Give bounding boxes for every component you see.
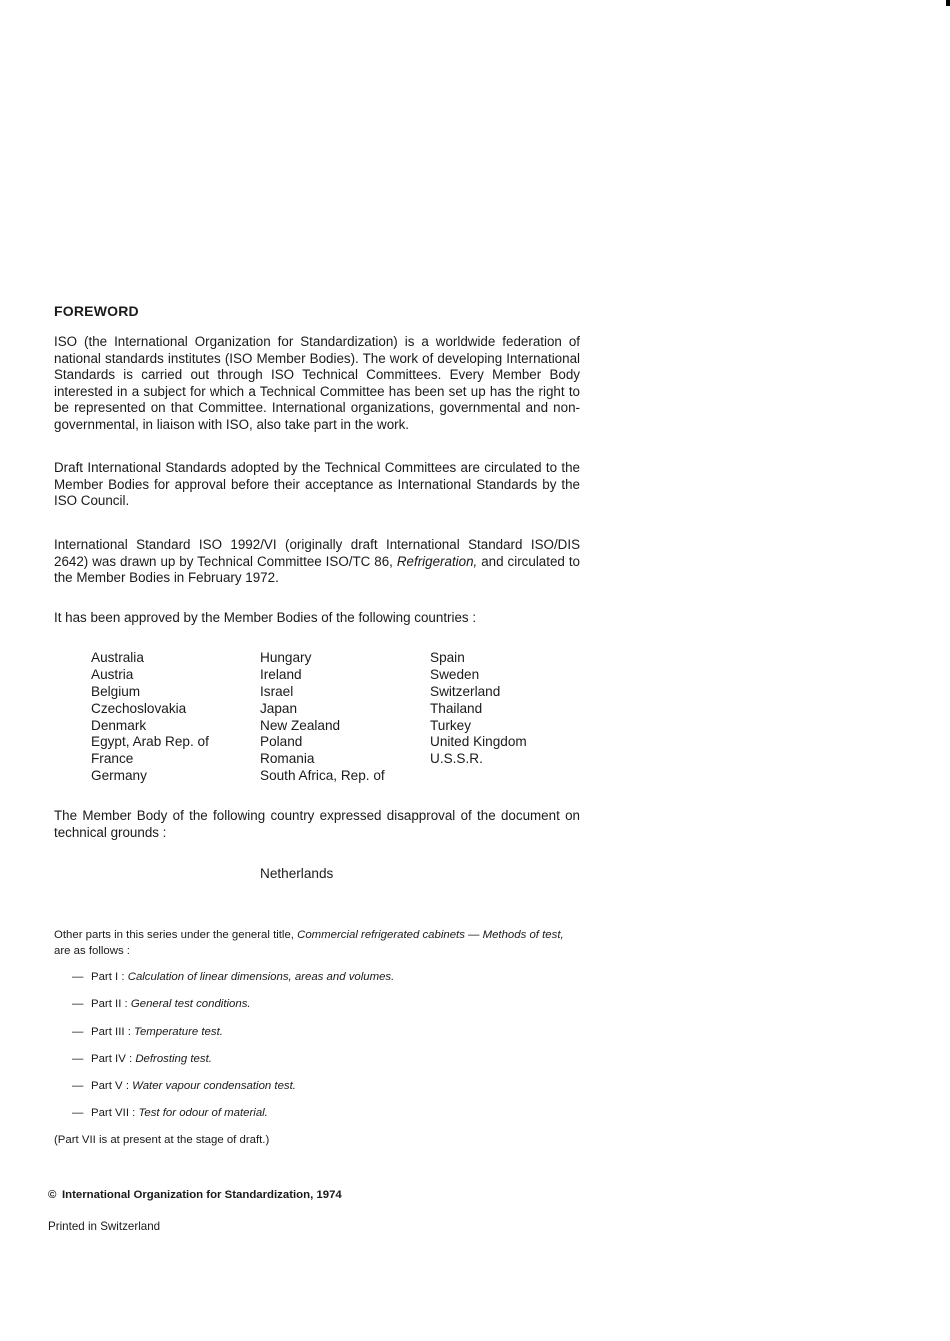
disapproving-country: Netherlands bbox=[260, 866, 334, 881]
series-general-title: Commercial refrigerated cabinets — Methods of test, bbox=[297, 929, 564, 941]
part-title: Temperature test. bbox=[134, 1025, 223, 1038]
draft-note: (Part VII is at present at the stage of draft.) bbox=[54, 1134, 270, 1146]
country-name: Czechoslovakia bbox=[91, 700, 187, 716]
series-parts-list bbox=[72, 971, 394, 1135]
copyright-text: International Organization for Standardization, 1974 bbox=[62, 1189, 342, 1201]
dash-bullet: — bbox=[72, 1107, 84, 1120]
part-title: Defrosting test. bbox=[135, 1052, 212, 1065]
list-item bbox=[72, 1026, 394, 1053]
printed-in: Printed in Switzerland bbox=[48, 1220, 161, 1233]
country-name: Turkey bbox=[430, 717, 472, 733]
dash-bullet: — bbox=[72, 971, 84, 983]
part-label: Part II : bbox=[91, 998, 131, 1011]
list-item bbox=[72, 1107, 394, 1134]
part-title: Water vapour condensation test. bbox=[132, 1080, 296, 1093]
series-intro-before: Other parts in this series under the general title, bbox=[54, 929, 298, 941]
origin-text-before: International Standard ISO 1992/VI (originally draft International Standard ISO/DIS 2642) was drawn up by Technical Committee ISO/TC 86, bbox=[54, 537, 580, 569]
country-name: Japan bbox=[260, 700, 298, 716]
origin-text-after: and circulated to the Member Bodies in February 1972. bbox=[54, 553, 580, 586]
country-name: Switzerland bbox=[430, 683, 501, 699]
part-title: Test for odour of material. bbox=[138, 1107, 268, 1120]
paragraph-standard-origin bbox=[54, 537, 580, 587]
committee-title: Refrigeration, bbox=[396, 553, 478, 569]
country-name: Austria bbox=[91, 666, 134, 682]
country-column-2 bbox=[260, 650, 385, 785]
series-intro bbox=[54, 928, 582, 959]
country-name: France bbox=[91, 751, 134, 767]
country-name: Poland bbox=[260, 734, 303, 750]
dash-bullet: — bbox=[72, 1025, 84, 1038]
part-label: Part I : bbox=[91, 971, 128, 983]
list-item bbox=[72, 998, 394, 1025]
part-label: Part IV : bbox=[91, 1052, 136, 1065]
paragraph-approval-intro: It has been approved by the Member Bodies of the following countries : bbox=[54, 610, 477, 625]
country-name: Denmark bbox=[91, 717, 147, 733]
list-item bbox=[72, 1053, 394, 1080]
country-column-3 bbox=[430, 650, 527, 768]
series-intro-after: are as follows : bbox=[54, 944, 130, 957]
country-name: South Africa, Rep. of bbox=[260, 768, 385, 784]
part-title: General test conditions. bbox=[130, 998, 251, 1011]
country-name: U.S.S.R. bbox=[430, 751, 483, 767]
country-name: Ireland bbox=[260, 666, 302, 682]
list-item bbox=[72, 971, 394, 998]
country-name: New Zealand bbox=[260, 717, 341, 733]
country-name: Germany bbox=[91, 768, 147, 784]
country-name: Sweden bbox=[430, 666, 480, 682]
country-name: Australia bbox=[91, 650, 144, 665]
dash-bullet: — bbox=[72, 1080, 84, 1093]
copyright-line bbox=[48, 1189, 342, 1201]
paragraph-draft-standards: Draft International Standards adopted by the Technical Committees are circulated to the Member Bodies for approval before their acceptance as International Standards by the ISO Council. bbox=[54, 460, 580, 509]
copyright-icon: © bbox=[48, 1189, 57, 1201]
country-name: Hungary bbox=[260, 650, 312, 665]
country-name: United Kingdom bbox=[430, 734, 527, 750]
part-label: Part VII : bbox=[91, 1107, 139, 1120]
country-name: Israel bbox=[260, 683, 294, 699]
paragraph-disapproval: The Member Body of the following country expressed disapproval of the document on technical grounds : bbox=[54, 808, 580, 840]
part-title: Calculation of linear dimensions, areas and volumes. bbox=[127, 971, 395, 983]
part-label: Part III : bbox=[91, 1025, 135, 1038]
country-name: Thailand bbox=[430, 700, 483, 716]
country-name: Romania bbox=[260, 751, 315, 767]
dash-bullet: — bbox=[72, 1052, 84, 1065]
country-name: Egypt, Arab Rep. of bbox=[91, 734, 209, 750]
part-label: Part V : bbox=[91, 1080, 133, 1093]
dash-bullet: — bbox=[72, 998, 84, 1011]
list-item bbox=[72, 1080, 394, 1107]
page-title: FOREWORD bbox=[54, 303, 139, 319]
country-column-1 bbox=[91, 650, 209, 785]
country-name: Spain bbox=[430, 650, 465, 665]
paragraph-iso-intro: ISO (the International Organization for Standardization) is a worldwide federation of national standards institutes (ISO Member Bodies). The work of developing International Standards is carried out through ISO Technical Committees. Every Member Body interested in a subject for which a Technical Committee has been set up has the right to be represented on that Committee. International organizations, governmental and non-governmental, in liaison with ISO, also take part in the work. bbox=[54, 334, 580, 432]
country-name: Belgium bbox=[91, 683, 141, 699]
corner-mark bbox=[946, 0, 950, 6]
